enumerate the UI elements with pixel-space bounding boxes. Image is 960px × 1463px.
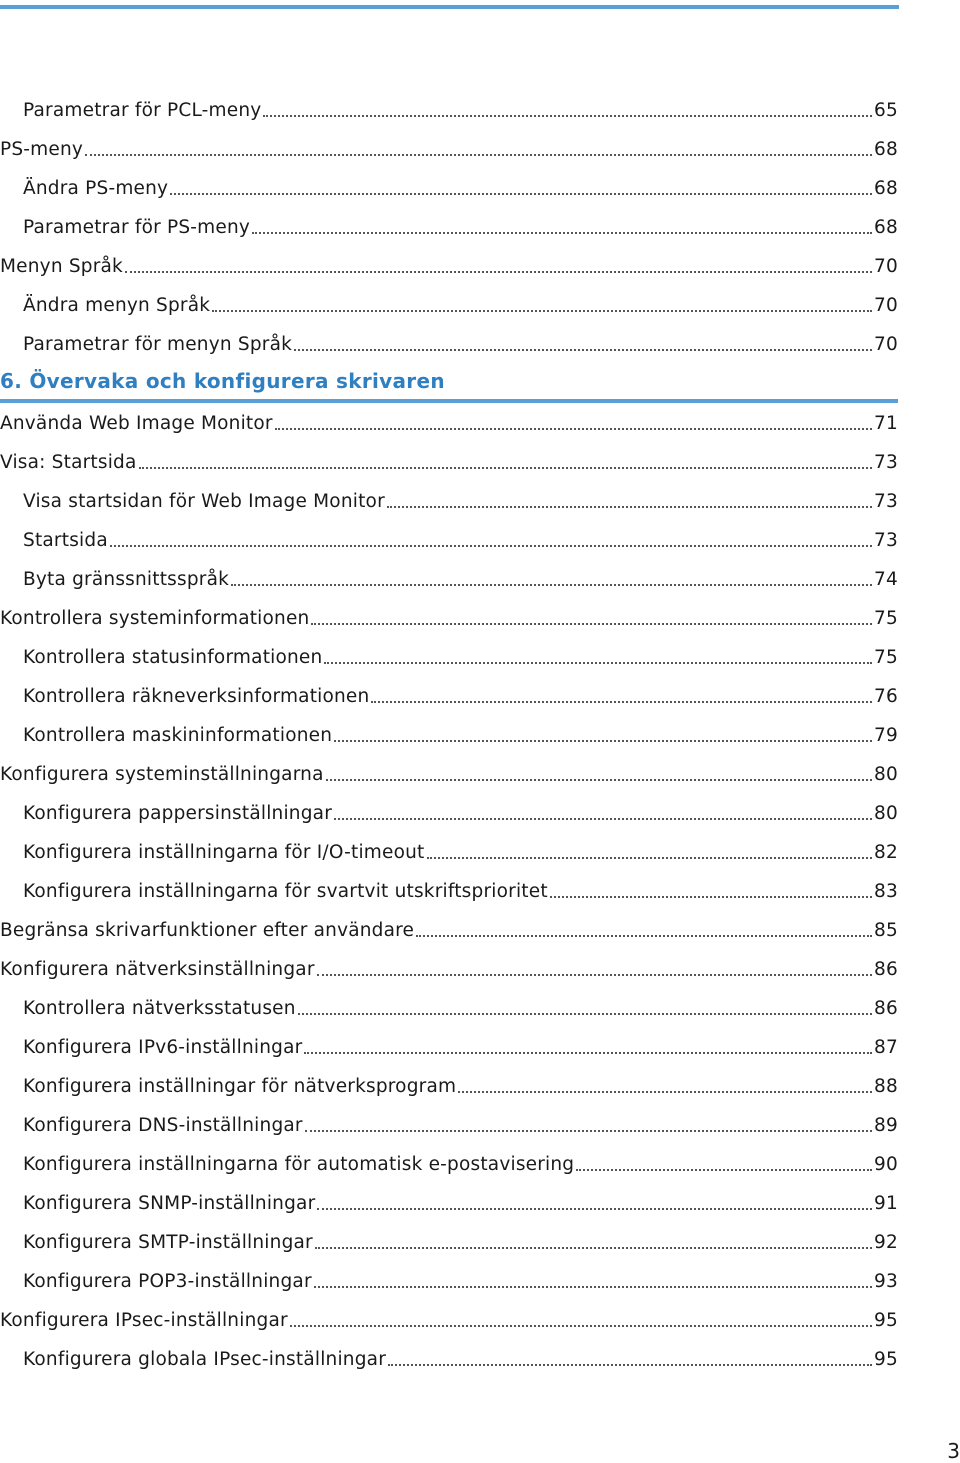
toc-entry-page: 75	[874, 608, 898, 629]
toc-entry-title: Konfigurera globala IPsec-inställningar	[23, 1349, 387, 1370]
toc-entry-title: Menyn Språk	[0, 256, 123, 277]
toc-entry[interactable]	[0, 715, 898, 754]
toc-entry-page: 95	[874, 1349, 898, 1370]
dot-leader	[315, 1247, 872, 1249]
dot-leader	[294, 349, 872, 351]
toc-entry[interactable]	[0, 207, 898, 246]
toc-entry-title: Konfigurera inställningarna för I/O-timeout	[23, 842, 425, 863]
toc-entry-page: 74	[874, 569, 898, 590]
toc-section-after	[0, 403, 898, 1378]
dot-leader	[550, 896, 872, 898]
toc-entry-page: 68	[874, 217, 898, 238]
toc-entry-page: 90	[874, 1154, 898, 1175]
dot-leader	[298, 1013, 872, 1015]
toc-entry[interactable]	[0, 168, 898, 207]
toc-entry[interactable]	[0, 481, 898, 520]
dot-leader	[317, 974, 872, 976]
toc-entry[interactable]	[0, 442, 898, 481]
toc-entry-page: 92	[874, 1232, 898, 1253]
dot-leader	[125, 271, 872, 273]
toc-entry-title: Begränsa skrivarfunktioner efter användare	[0, 920, 415, 941]
dot-leader	[305, 1130, 872, 1132]
toc-entry-page: 73	[874, 491, 898, 512]
toc-entry-title: Kontrollera statusinformationen	[23, 647, 323, 668]
toc-entry-page: 93	[874, 1271, 898, 1292]
dot-leader	[314, 1286, 872, 1288]
toc-entry-page: 88	[874, 1076, 898, 1097]
toc-entry[interactable]	[0, 832, 898, 871]
dot-leader	[304, 1052, 872, 1054]
dot-leader	[231, 584, 872, 586]
toc-entry-title: PS-meny	[0, 139, 84, 160]
toc-entry[interactable]	[0, 637, 898, 676]
toc-entry[interactable]	[0, 1105, 898, 1144]
toc-entry-title: Ändra menyn Språk	[23, 295, 211, 316]
dot-leader	[427, 857, 873, 859]
toc-entry-title: Kontrollera maskininformationen	[23, 725, 333, 746]
toc-entry[interactable]	[0, 246, 898, 285]
toc-entry-title: Parametrar för menyn Språk	[23, 334, 293, 355]
toc-entry-page: 85	[874, 920, 898, 941]
toc-entry[interactable]	[0, 598, 898, 637]
toc-entry[interactable]	[0, 754, 898, 793]
dot-leader	[311, 623, 872, 625]
dot-leader	[263, 115, 872, 117]
toc-entry-title: Kontrollera nätverksstatusen	[23, 998, 296, 1019]
toc-entry[interactable]	[0, 324, 898, 363]
toc-entry-title: Konfigurera inställningarna för automatisk e-postavisering	[23, 1154, 575, 1175]
toc-entry-title: Startsida	[23, 530, 108, 551]
toc-entry-page: 68	[874, 178, 898, 199]
toc-entry-title: Konfigurera inställningar för nätverksprogram	[23, 1076, 457, 1097]
toc-entry[interactable]	[0, 1183, 898, 1222]
toc-entry-title: Konfigurera inställningarna för svartvit utskriftsprioritet	[23, 881, 548, 902]
toc-entry-title: Konfigurera IPv6-inställningar	[23, 1037, 303, 1058]
toc-entry-page: 82	[874, 842, 898, 863]
toc-entry[interactable]	[0, 910, 898, 949]
toc-entry-page: 91	[874, 1193, 898, 1214]
toc-entry[interactable]	[0, 1261, 898, 1300]
toc-entry-title: Kontrollera räkneverksinformationen	[23, 686, 370, 707]
toc-entry-title: Använda Web Image Monitor	[0, 413, 273, 434]
toc-entry[interactable]	[0, 1144, 898, 1183]
dot-leader	[110, 545, 872, 547]
dot-leader	[458, 1091, 872, 1093]
toc-entry-title: Parametrar för PS-meny	[23, 217, 251, 238]
toc-entry-page: 80	[874, 803, 898, 824]
toc-entry-page: 73	[874, 452, 898, 473]
dot-leader	[275, 428, 872, 430]
toc-entry-title: Konfigurera POP3-inställningar	[23, 1271, 312, 1292]
toc-entry-title: Kontrollera systeminformationen	[0, 608, 310, 629]
table-of-contents	[0, 90, 898, 1378]
toc-entry[interactable]	[0, 1027, 898, 1066]
toc-entry-title: Ändra PS-meny	[23, 178, 169, 199]
toc-entry[interactable]	[0, 676, 898, 715]
toc-entry-page: 83	[874, 881, 898, 902]
toc-entry-page: 65	[874, 100, 898, 121]
top-rule	[0, 5, 899, 9]
toc-entry-page: 86	[874, 959, 898, 980]
toc-entry[interactable]	[0, 1066, 898, 1105]
toc-entry[interactable]	[0, 871, 898, 910]
toc-entry-page: 79	[874, 725, 898, 746]
toc-entry-page: 68	[874, 139, 898, 160]
toc-entry-page: 86	[874, 998, 898, 1019]
toc-entry[interactable]	[0, 1300, 898, 1339]
toc-entry-page: 70	[874, 295, 898, 316]
toc-entry-title: Visa: Startsida	[0, 452, 137, 473]
dot-leader	[170, 193, 872, 195]
toc-entry[interactable]	[0, 129, 898, 168]
dot-leader	[290, 1325, 872, 1327]
toc-entry-page: 76	[874, 686, 898, 707]
toc-entry[interactable]	[0, 1222, 898, 1261]
toc-entry-page: 95	[874, 1310, 898, 1331]
toc-entry[interactable]	[0, 285, 898, 324]
toc-entry[interactable]	[0, 988, 898, 1027]
toc-entry-page: 70	[874, 334, 898, 355]
dot-leader	[85, 154, 872, 156]
toc-entry-title: Visa startsidan för Web Image Monitor	[23, 491, 385, 512]
toc-entry[interactable]	[0, 1339, 898, 1378]
toc-entry-page: 89	[874, 1115, 898, 1136]
toc-entry-title: Konfigurera SNMP-inställningar	[23, 1193, 316, 1214]
toc-entry-title: Konfigurera SMTP-inställningar	[23, 1232, 313, 1253]
dot-leader	[371, 701, 872, 703]
toc-entry[interactable]	[0, 949, 898, 988]
dot-leader	[334, 740, 872, 742]
toc-entry-page: 80	[874, 764, 898, 785]
dot-leader	[326, 779, 872, 781]
toc-entry-title: Konfigurera DNS-inställningar	[23, 1115, 303, 1136]
dot-leader	[576, 1169, 872, 1171]
toc-entry-page: 75	[874, 647, 898, 668]
dot-leader	[317, 1208, 872, 1210]
toc-entry-title: Konfigurera pappersinställningar	[23, 803, 333, 824]
page-number: 3	[947, 1439, 960, 1463]
toc-entry-title: Konfigurera IPsec-inställningar	[0, 1310, 288, 1331]
toc-entry-title: Konfigurera systeminställningarna	[0, 764, 324, 785]
dot-leader	[139, 467, 873, 469]
dot-leader	[324, 662, 872, 664]
toc-entry-page: 70	[874, 256, 898, 277]
toc-entry-page: 71	[874, 413, 898, 434]
toc-section-before	[0, 90, 898, 363]
toc-entry-page: 87	[874, 1037, 898, 1058]
toc-entry-title: Parametrar för PCL-meny	[23, 100, 262, 121]
toc-entry[interactable]	[0, 403, 898, 442]
toc-entry-page: 73	[874, 530, 898, 551]
toc-entry[interactable]	[0, 559, 898, 598]
toc-entry[interactable]	[0, 90, 898, 129]
dot-leader	[334, 818, 872, 820]
toc-entry-title: Byta gränssnittsspråk	[23, 569, 230, 590]
chapter-heading: 6. Övervaka och konfigurera skrivaren	[0, 363, 898, 403]
dot-leader	[387, 506, 872, 508]
toc-entry-title: Konfigurera nätverksinställningar	[0, 959, 315, 980]
dot-leader	[252, 232, 872, 234]
toc-entry[interactable]	[0, 793, 898, 832]
dot-leader	[388, 1364, 872, 1366]
toc-entry[interactable]	[0, 520, 898, 559]
dot-leader	[416, 935, 872, 937]
dot-leader	[212, 310, 872, 312]
